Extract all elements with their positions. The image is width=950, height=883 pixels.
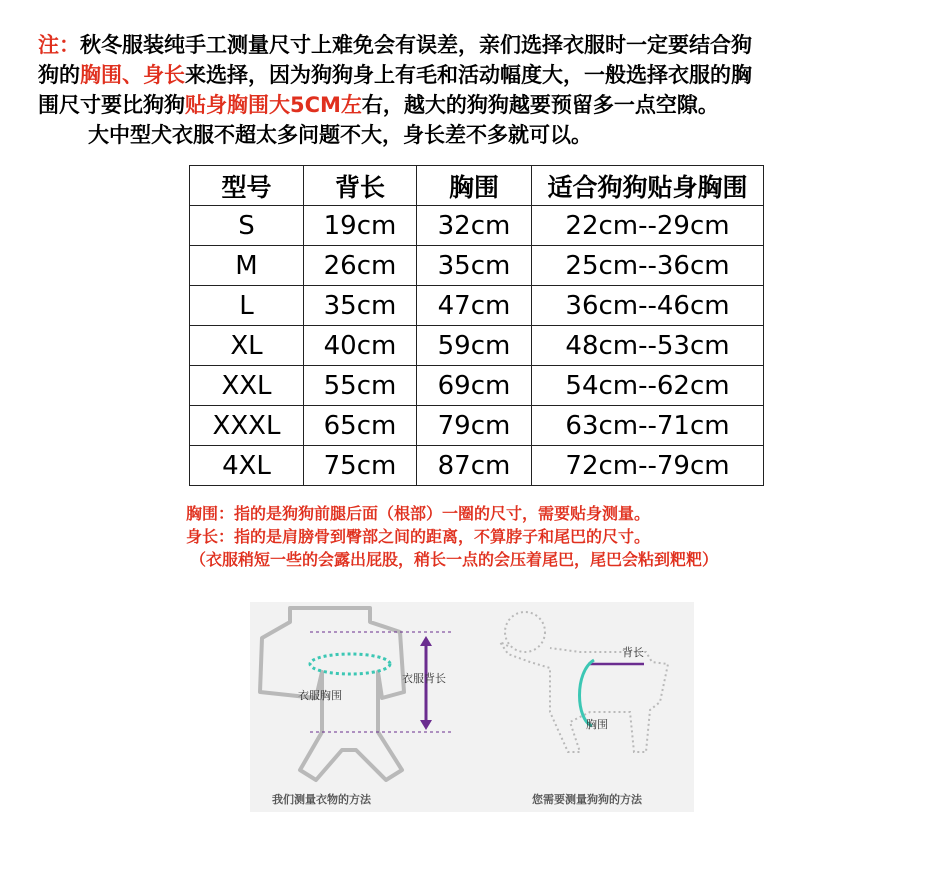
- header-size: 型号: [190, 166, 304, 206]
- note-highlight-5cm: 贴身胸围大5CM左: [185, 93, 362, 117]
- note-line-4: 大中型犬衣服不超太多问题不大，身长差不多就可以。: [88, 123, 592, 147]
- dog-back-label: 背长: [622, 646, 644, 659]
- table-row: [190, 446, 764, 486]
- header-fit-chest: 适合狗狗贴身胸围: [532, 166, 764, 206]
- clothes-caption: 我们测量衣物的方法: [272, 793, 371, 806]
- cell-fit-chest: 72cm--79cm: [532, 446, 764, 486]
- cell-back-length: 19cm: [304, 206, 417, 246]
- footnote-length: 身长：指的是肩膀骨到臀部之间的距离，不算脖子和尾巴的尺寸。: [186, 527, 651, 546]
- table-header-row: [190, 166, 764, 206]
- clothes-back-label: 衣服背长: [402, 672, 446, 685]
- table-row: [190, 246, 764, 286]
- cell-back-length: 35cm: [304, 286, 417, 326]
- cell-fit-chest: 36cm--46cm: [532, 286, 764, 326]
- cell-chest: 87cm: [417, 446, 532, 486]
- header-chest: 胸围: [417, 166, 532, 206]
- table-row: [190, 206, 764, 246]
- note-prefix: 注：: [38, 33, 80, 57]
- cell-back-length: 75cm: [304, 446, 417, 486]
- dog-caption: 您需要测量狗狗的方法: [532, 793, 642, 806]
- cell-chest: 79cm: [417, 406, 532, 446]
- cell-size: XXXL: [190, 406, 304, 446]
- note-line-3: 围尺寸要比狗狗贴身胸围大5CM左右，越大的狗狗越要预留多一点空隙。: [38, 93, 719, 117]
- footnotes: [186, 502, 906, 571]
- cell-back-length: 40cm: [304, 326, 417, 366]
- note-line-2: 狗的胸围、身长来选择，因为狗狗身上有毛和活动幅度大，一般选择衣服的胸: [38, 63, 752, 87]
- cell-back-length: 55cm: [304, 366, 417, 406]
- table-row: [190, 326, 764, 366]
- footnote-remark: （衣服稍短一些的会露出屁股，稍长一点的会压着尾巴，尾巴会粘到粑粑）: [190, 550, 719, 569]
- cell-fit-chest: 48cm--53cm: [532, 326, 764, 366]
- measurement-note: [38, 30, 918, 120]
- cell-size: XXL: [190, 366, 304, 406]
- table-row: [190, 366, 764, 406]
- table-row: [190, 406, 764, 446]
- measurement-diagram: [250, 602, 694, 812]
- cell-fit-chest: 63cm--71cm: [532, 406, 764, 446]
- note-highlight-chest-length: 胸围、身长: [80, 63, 185, 87]
- dog-chest-label: 胸围: [586, 718, 608, 731]
- cell-size: L: [190, 286, 304, 326]
- footnote-chest: 胸围：指的是狗狗前腿后面（根部）一圈的尺寸，需要贴身测量。: [186, 504, 651, 523]
- cell-back-length: 65cm: [304, 406, 417, 446]
- header-back-length: 背长: [304, 166, 417, 206]
- clothes-chest-label: 衣服胸围: [298, 689, 342, 702]
- diagram-illustration: [250, 602, 694, 812]
- cell-back-length: 26cm: [304, 246, 417, 286]
- cell-chest: 35cm: [417, 246, 532, 286]
- cell-size: M: [190, 246, 304, 286]
- cell-chest: 69cm: [417, 366, 532, 406]
- cell-size: S: [190, 206, 304, 246]
- size-table: [189, 165, 764, 486]
- dog-outline-icon: [500, 612, 668, 752]
- cell-size: XL: [190, 326, 304, 366]
- cell-fit-chest: 25cm--36cm: [532, 246, 764, 286]
- cell-size: 4XL: [190, 446, 304, 486]
- cell-chest: 47cm: [417, 286, 532, 326]
- table-row: [190, 286, 764, 326]
- cell-chest: 32cm: [417, 206, 532, 246]
- cell-chest: 59cm: [417, 326, 532, 366]
- cell-fit-chest: 22cm--29cm: [532, 206, 764, 246]
- cell-fit-chest: 54cm--62cm: [532, 366, 764, 406]
- note-line-1: 注：秋冬服装纯手工测量尺寸上难免会有误差，亲们选择衣服时一定要结合狗: [38, 33, 752, 57]
